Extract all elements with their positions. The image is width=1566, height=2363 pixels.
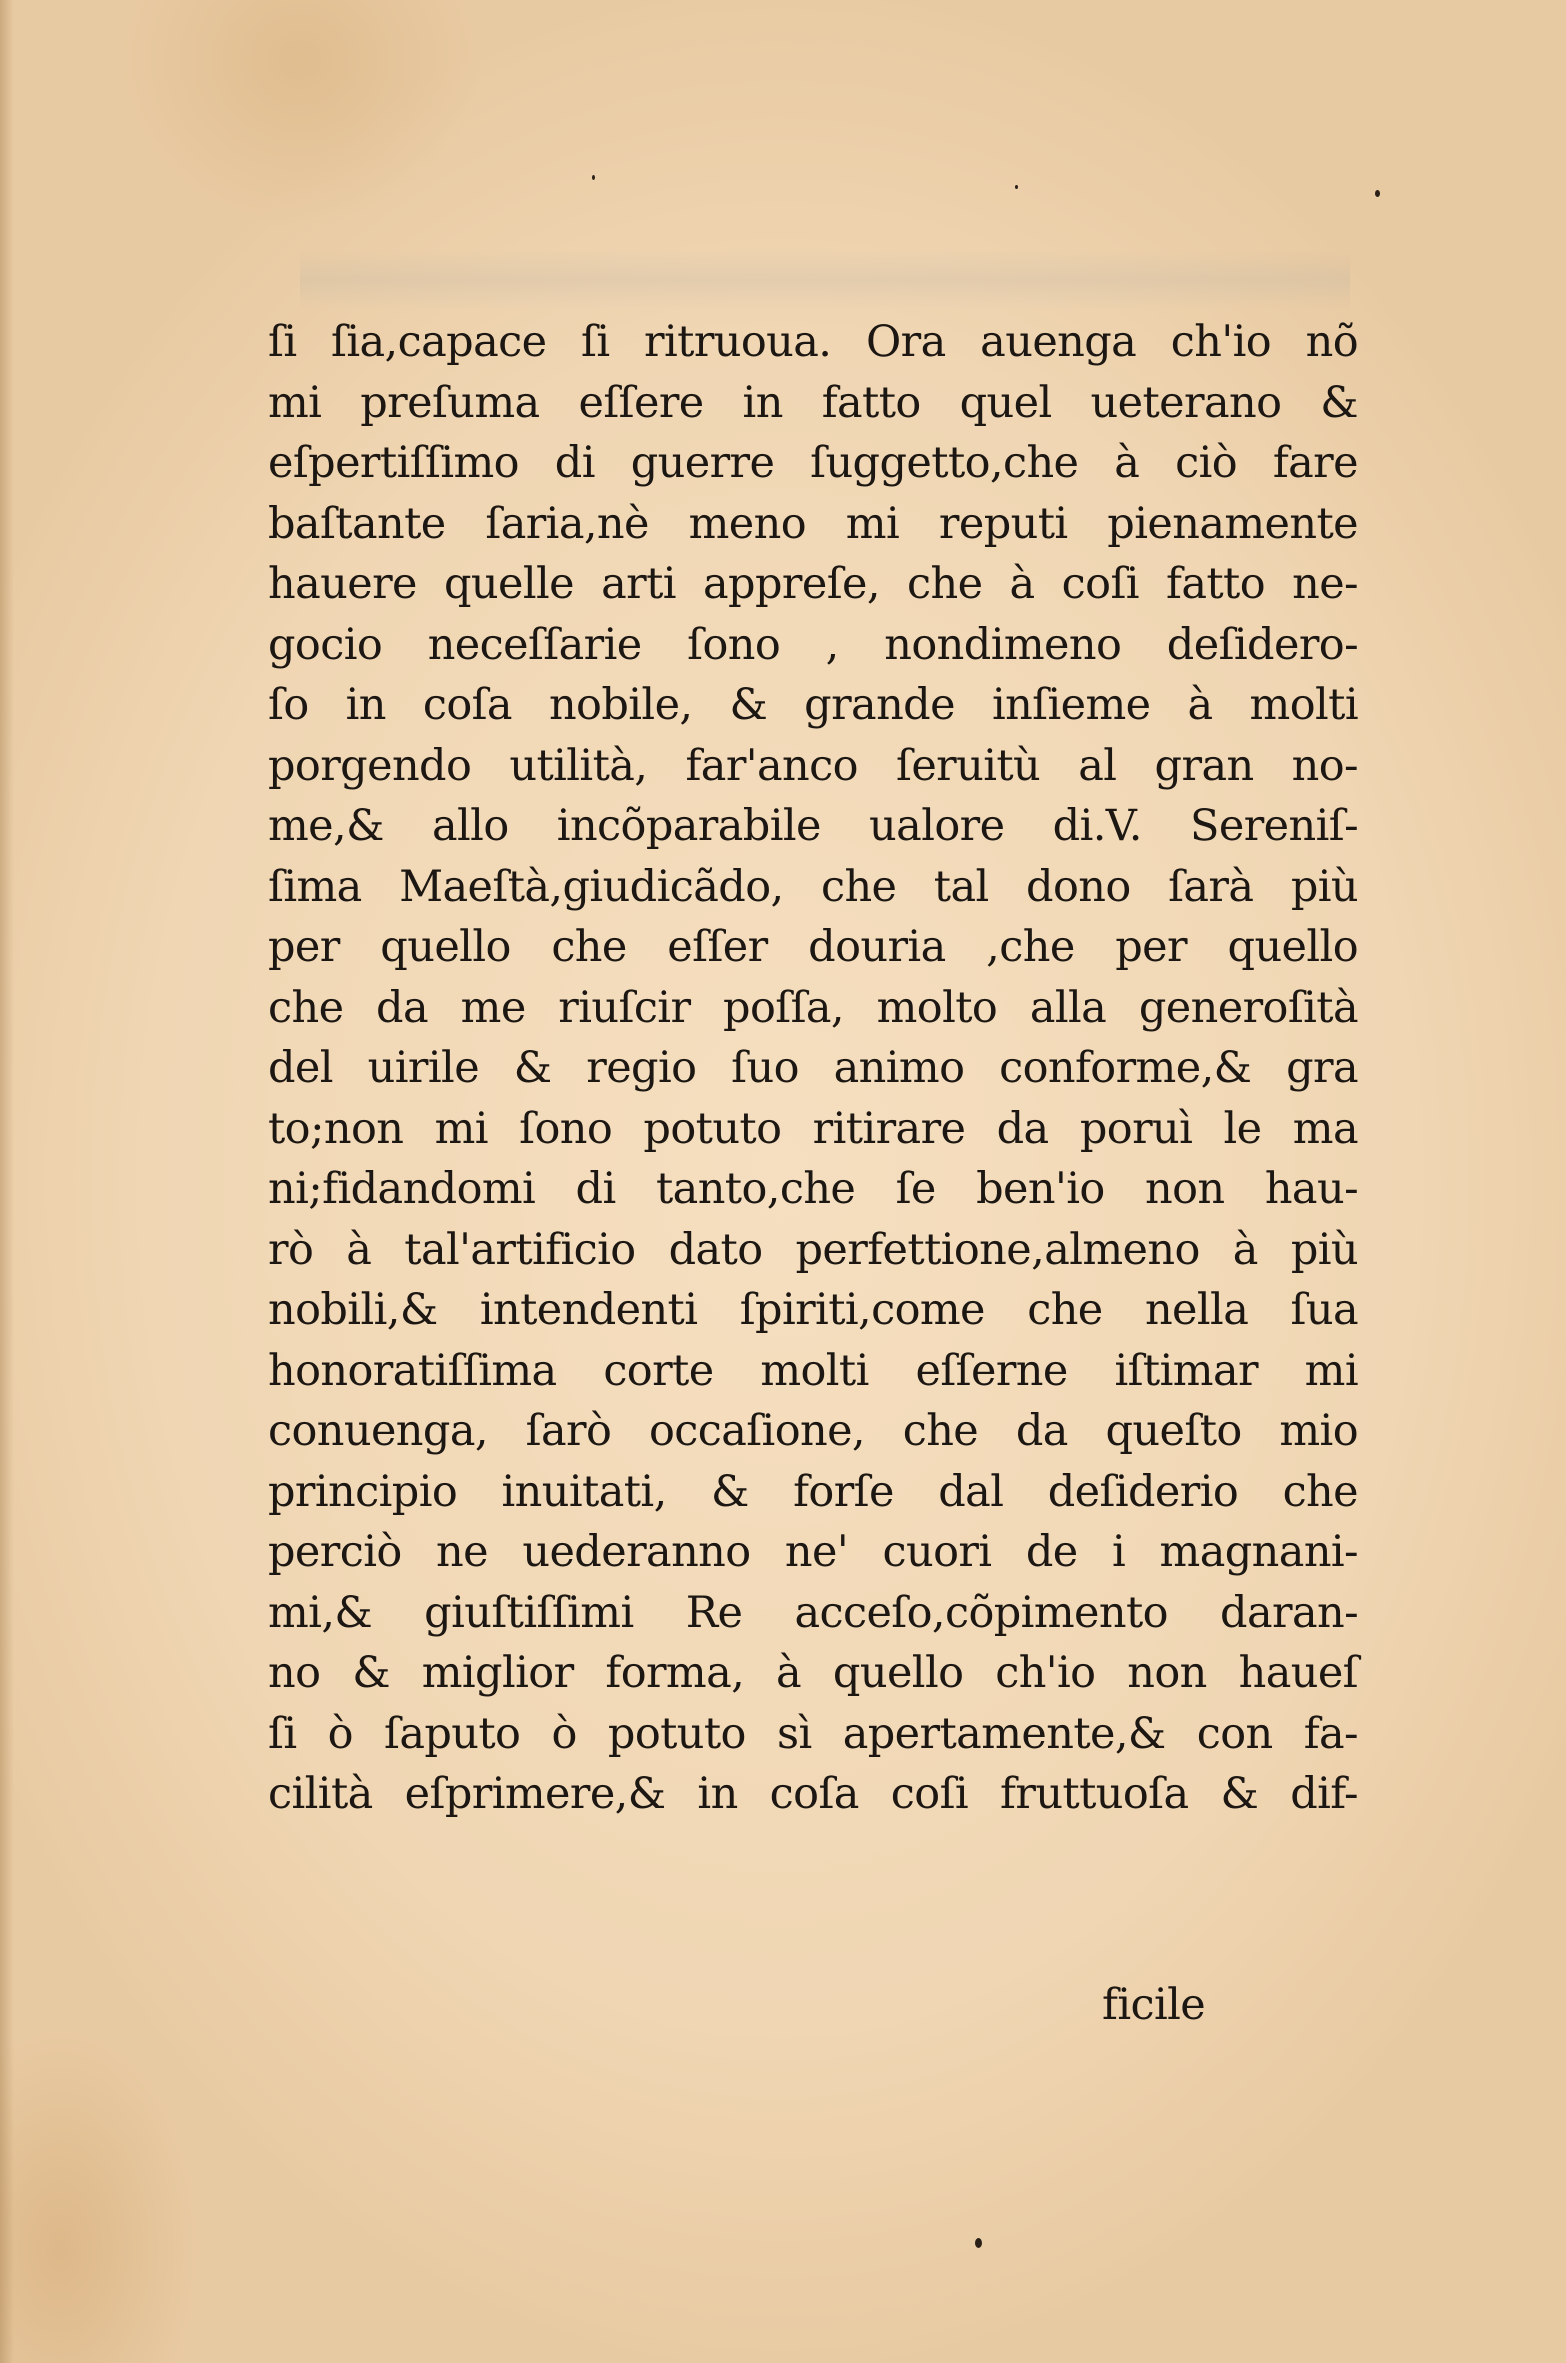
- text-line: conuenga, ſarò occaſione, che da queſto mio: [268, 1406, 1358, 1456]
- text-line: per quello che eſſer douria ,che per quello: [268, 922, 1358, 972]
- text-line: ſi ſia,capace ſi ritruoua. Ora auenga ch'io nõ: [268, 317, 1358, 367]
- text-line: baſtante ſaria,nè meno mi reputi pienamente: [268, 498, 1358, 549]
- text-line: ſi ò ſaputo ò potuto sì apertamente,& con fa-: [268, 1708, 1358, 1759]
- ink-speck: [1375, 190, 1380, 197]
- text-line: to;non mi ſono potuto ritirare da poruì le ma: [268, 1103, 1358, 1154]
- ink-speck: [975, 2238, 982, 2248]
- page-gutter-shadow: [0, 0, 14, 2363]
- ink-speck: [1015, 185, 1018, 189]
- text-line: mi preſuma eſſere in fatto quel ueterano &: [268, 377, 1358, 428]
- text-line: me,& allo incõparabile ualore di.V. Sereniſ-: [268, 801, 1358, 851]
- text-line: mi,& giuſtiſſimi Re acceſo,cõpimento daran-: [268, 1587, 1358, 1638]
- text-line: perciò ne uederanno ne' cuori de i magnani-: [268, 1527, 1358, 1577]
- text-line: del uirile & regio ſuo animo conforme,& gra: [268, 1043, 1358, 1093]
- text-line: honoratiſſima corte molti eſſerne iſtimar mi: [268, 1345, 1358, 1396]
- text-line: ni;fidandomi di tanto,che ſe ben'io non hau-: [268, 1164, 1358, 1214]
- show-through-ink: [300, 250, 1350, 310]
- text-line: gocio neceſſarie ſono , nondimeno deſidero-: [268, 619, 1358, 670]
- catchword: ficile: [1102, 1980, 1206, 2030]
- text-line: eſpertiſſimo di guerre ſuggetto,che à ciò fare: [268, 438, 1358, 488]
- ink-speck: [592, 175, 595, 180]
- body-text: [268, 312, 1358, 1825]
- text-line: cilità eſprimere,& in coſa coſi fruttuoſa & dif-: [268, 1769, 1358, 1819]
- text-line: ſo in coſa nobile, & grande inſieme à molti: [268, 680, 1358, 730]
- text-line: che da me riuſcir poſſa, molto alla generoſità: [268, 982, 1358, 1033]
- text-line: porgendo utilità, far'anco ſeruitù al gran no-: [268, 740, 1358, 791]
- text-line: hauere quelle arti appreſe, che à coſi fatto ne-: [268, 559, 1358, 609]
- text-line: rò à tal'artificio dato perfettione,almeno à più: [268, 1224, 1358, 1275]
- text-line: principio inuitati, & forſe dal deſiderio che: [268, 1466, 1358, 1517]
- text-line: ſima Maeſtà,giudicãdo, che tal dono ſarà più: [268, 861, 1358, 912]
- text-line: nobili,& intendenti ſpiriti,come che nella ſua: [268, 1285, 1358, 1335]
- text-line: no & miglior forma, à quello ch'io non haueſ: [268, 1648, 1358, 1698]
